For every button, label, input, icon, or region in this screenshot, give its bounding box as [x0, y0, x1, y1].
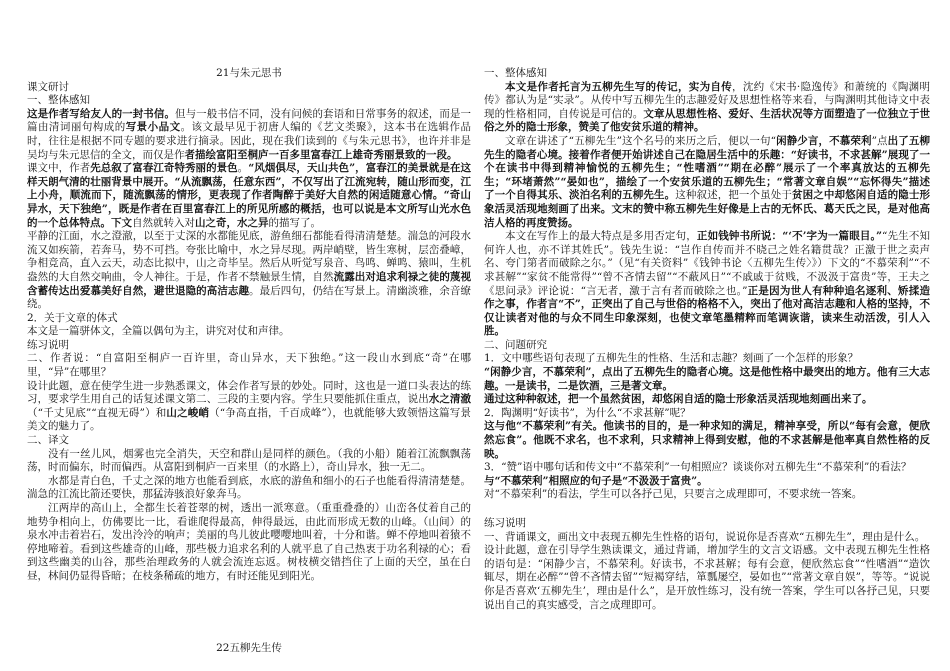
article-title: 21与朱元思书: [216, 67, 282, 79]
text-run: 二、译文: [27, 434, 69, 447]
paragraph: [27, 380, 471, 434]
text-run: （“争高直指，千百成峰”），也就能够大致领悟这篇写景美文的魅力了。: [27, 406, 471, 433]
bold-text-run: 正如钱钟书所说：“‘不’字为一篇眼目。”: [696, 230, 882, 243]
paragraph: [484, 407, 930, 421]
left-column: [27, 67, 471, 632]
text-run: ”点: [871, 134, 888, 147]
paragraph: [484, 393, 930, 407]
text-run: 设计此题，意在引导学生熟读课文，通过背诵，增加学生的文言文语感。文中表现五柳先生性格的语句是：“闲静少言，不慕荣利。好读书，不求甚解；每有会意，便欣然忘食”“性嗜酒”“造饮辄尽，期在必醉”“曾不吝情去留”“短褐穿结，箪瓢屡空，晏如也”“常著文章自娱”，等等。“说说你是否喜欢‘五柳先生’，理由是什么”，是开放性练习，没有统一答案，学生可以各抒己见，只要说出自己的真实感受，言之成理即可。: [484, 544, 930, 611]
paragraph: [27, 448, 471, 475]
paragraph: [27, 475, 471, 502]
text-run: “先生不知何许人也，亦不详其姓氏”。钱先生说：“岂作自传而并不晓己之姓名籍贯哉？正激于世之卖声名、夸门第者而破除之尔。”（见“有关资料”《钱钟书论〈五柳先生传〉》）下文的“不慕荣利”“不求甚解”“家贫不能常得”“曾不吝情去留”“不蔽风日”“不戚戚于贫贱，不汲汲于富贵”等，王夫之《思问录》评论说：“言无者，激于言有者而破除之也。”: [484, 230, 930, 297]
text-run: 练习说明: [27, 338, 69, 351]
paragraph: [484, 488, 930, 502]
text-run: 文章在讲述了“五柳先生”这个名号的来历之后，便以一句“: [505, 134, 776, 147]
text-run: 一、整体感知: [484, 67, 547, 79]
bold-text-run: 这与他“不慕荣利”有关。他读书的目的，是一种求知的满足，精神享受，所以“每有会意，便欣然忘食”。他既不求名，也不求利，只求精神上得到安慰，他的不求甚解是他率真自然性格的反映。: [484, 420, 930, 460]
text-run: 平静的江面，水之澄澈，以至于丈深的水都能见底，游鱼细石都能看得清清楚楚。湍急的河段水流又如疾箭，若奔马，势不可挡。夸张比喻中，水之异尽现。两岸峭壁，皆生寒树，层峦叠嶂，争相竞高，直入云天，动态比拟中，山之奇毕呈。然后从听觉写泉音、鸟鸣、蝉鸣、猿叫，生机盎然的大自然交响曲，令人神往。于是，作者不禁触景生情，自然: [27, 230, 471, 283]
paragraph: [27, 352, 471, 379]
next-article-title: 22五柳先生传: [216, 642, 282, 654]
text-run: 。: [237, 162, 249, 175]
text-run: 设计此题，意在使学生进一步熟悉课文，体会作者写景的妙处。同时，这也是一道口头表达的练习，要求学生用自己的话复述课文第二、三段的主要内容。学生只要能抓住重点，说出: [27, 379, 471, 406]
bold-text-run: 贫困之中却悠闲自适的隐士形象活灵活现地刻画了出来。文末的赞中称五柳先生好像是上古的无怀氏、葛天氏之民，是对他高洁人格的再度赞扬。: [484, 189, 930, 229]
paragraph: [484, 420, 930, 461]
bold-text-run: 正是因为世人有种种追名逐利、矫揉造作之事，作者言“不”，正突出了自己与世俗的格格不入，突出了他对高洁志趣和人格的坚持，不仅让读者对他的与众不同生印象深刻，也使文章笔墨精粹而笔调诙谐，读来生动活泼，引人入胜。: [484, 284, 930, 338]
paragraph: [484, 475, 930, 489]
text-run: 。最后四句，仍结在写景上。清幽淡雅，余音缭绕。: [27, 284, 471, 311]
paragraph: [27, 325, 471, 339]
bold-text-run: 流露出对追求利禄之徒的蔑视含蓄传达出爱慕美好自然，避世退隐的高洁志趣: [27, 270, 471, 297]
text-run: 但与一般书信不同，没有问候的套语和日常事务的叙述，而是一篇由清词丽句构成的: [27, 107, 471, 134]
section-heading: [484, 339, 930, 353]
bold-text-run: 这是作者写给友人的一封书信。: [27, 107, 176, 120]
paragraph: [484, 81, 930, 135]
text-run: 没有一丝儿风，烟雾也完全消失，天空和群山是同样的颜色。（我的小船）随着江流飘飘荡荡，时而偏东，时而偏西。从富阳到桐庐一百来里（的水路上），奇山异水，独一无二。: [27, 447, 471, 474]
text-run: 这种叙述，把一个虽处于: [675, 189, 793, 202]
paragraph: [484, 461, 930, 475]
paragraph: [484, 366, 930, 393]
paragraph: [484, 531, 930, 545]
exercise-section: [484, 517, 930, 612]
bold-text-run: “闲静少言，不慕荣利”，点出了五柳先生的隐者心境。这是他性格中最突出的地方。他有三大志趣。一是读书，二是饮酒，三是著文章。: [484, 366, 930, 392]
bold-text-run: 闲静少言，不慕荣利: [775, 134, 872, 147]
bold-text-run: 与“不慕荣利”相照应的句子是“不汲汲于富贵”。: [484, 474, 708, 487]
section-heading: [27, 434, 471, 448]
text-run: 课文研讨: [27, 80, 69, 93]
text-run: 3．“赞”语中哪句话和传文中“不慕荣利”一句相照应？谈谈你对五柳先生“不慕荣利”的看法？: [484, 461, 912, 474]
bold-text-run: 先总叙了富春江奇特秀丽的景色: [90, 162, 238, 175]
text-run: （“千丈见底”“直视无碍”）和: [27, 406, 167, 419]
text-run: 的描写了。: [268, 216, 321, 229]
text-run: 二、问题研究: [484, 338, 547, 351]
section-heading: [27, 339, 471, 353]
bold-text-run: 水之清澈: [428, 393, 471, 406]
paragraph: [27, 502, 471, 584]
text-run: 课文中，作者: [27, 162, 91, 175]
text-run: 2．陶渊明“好读书”，为什么“不求甚解”呢？: [484, 406, 691, 419]
bold-text-run: 本文是作者托言为五柳先生写的传记，实为自传: [505, 80, 733, 93]
bold-text-run: “风烟俱尽，天山共色”，富春江的美景就是在这样天朗气清的壮丽背景中展开。“从流飘荡，任意东西”，不仅写出了江流宛转，随山形而变，江上小舟，顺流而下，随流飘荡的情形，更表现了作者陶醉于美好大自然的闲适随意心情。“奇山异水，天下独绝”，既是作者在百里富春江上的所见所感的概括，也可以说是本文所写山光水色的一个总体特点。下文: [27, 162, 471, 229]
right-column-body: [484, 67, 930, 502]
section-heading: [484, 517, 930, 531]
section-heading: [27, 312, 471, 326]
text-run: 练习说明: [484, 517, 526, 529]
section-heading: [27, 81, 471, 95]
text-run: 一、背诵课文，画出文中表现五柳先生性格的语句，说说你是否喜欢“五柳先生”，理由是什么。: [484, 530, 926, 543]
bold-text-run: 山之奇，水之异: [195, 216, 269, 229]
left-column-body: [27, 81, 471, 584]
text-run: 一、整体感知: [27, 94, 90, 107]
paragraph: [27, 230, 471, 312]
text-run: 本文在写作上的最大特点是多用否定句，: [505, 230, 697, 243]
section-heading: [27, 94, 471, 108]
paragraph: [484, 135, 930, 230]
text-run: 本文是一篇骈体文，全篇以偶句为主，讲究对仗和声律。: [27, 325, 290, 338]
right-column: [484, 67, 930, 657]
text-run: 水都是青白色，千丈之深的地方也能看到底，水底的游鱼和细小的石子也能看得清清楚楚。湍急的江流比箭还要快，那猛涛骇浪好象奔马。: [27, 474, 471, 501]
paragraph: [484, 230, 930, 339]
text-run: ，沈约《宋书·隐逸传》和萧统的《陶渊明传》都认为是“实录”。从传中写五柳先生的志趣爱好及思想性格等来看，与陶渊明其他诗文中表现的性格相同，自传说是可信的。: [484, 80, 930, 120]
text-run: 自然就转入对: [132, 216, 195, 229]
text-run: 1．文中哪些语句表现了五柳先生的性格、生活和志趣？刻画了一个怎样的形象？: [484, 352, 859, 365]
paragraph: [27, 162, 471, 230]
bold-text-run: 通过这种种叙述，把一个虽然贫困，却悠闲自适的隐士形象活灵活现地刻画出来了。: [484, 393, 873, 406]
paragraph: [27, 108, 471, 162]
text-run: 。该文最早见于初唐人编的《艺文类聚》，这本书在选辑作品时，往往是根据不同专题的要求进行摘录。因此，现在我们读到的《与朱元思书》，也许并非是吴均与朱元思信的全文，而仅是作: [27, 121, 471, 161]
section-heading: [484, 67, 930, 81]
bold-text-run: 者描绘富阳至桐庐一百多里富春江上雄奇秀丽景致的一段。: [184, 148, 458, 161]
text-run: 对“不慕荣利”的看法，学生可以各抒己见，只要言之成理即可，不要求统一答案。: [484, 488, 863, 501]
bold-text-run: 写景小品文: [125, 121, 181, 134]
paragraph: [484, 352, 930, 366]
bold-text-run: 出了五柳先生的隐者心境。接着作者便开始讲述自己在隐居生活中的乐趣：“好读书，不求甚解”展现了一个在读书中得到精神愉悦的五柳先生；“性嗜酒”“期在必醉”展示了一个率真放达的五柳先生；“环堵萧然”“晏如也”，描绘了一个安贫乐道的五柳先生；“常著文章自娱”“忘怀得失”描述了一个自得其乐、淡泊名利的五柳先生。: [484, 134, 930, 202]
paragraph: [484, 544, 930, 612]
text-run: 二、作者说：“自富阳至桐庐一百许里，奇山异水，天下独绝。”这一段山水到底“奇”在哪里，“异”在哪里？: [27, 352, 471, 379]
text-run: 2．关于文章的体式: [27, 311, 118, 324]
bold-text-run: 山之峻峭: [166, 406, 210, 419]
bold-text-run: 文章从思想性格、爱好、生活状况等方面塑造了一位独立于世俗之外的隐士形象，赞美了他安贫乐道的精神。: [484, 107, 930, 134]
text-run: 江两岸的高山上，全都生长着苍翠的树，透出一派寒意。（重重叠叠的）山峦各仗着自己的地势争相向上，仿佛要比一比，看谁爬得最高，伸得最远，由此而形成无数的山峰。（山间）的泉水冲击着岩石，发出泠泠的响声；美丽的鸟儿彼此嘤嘤地叫着，十分和谐。蝉不停地叫着猿不停地啼着。看到这些雄奇的山峰，那些极力追求名利的人就平息了自己热衷于功名利禄的心；看到这些幽美的山谷，那些治理政务的人就会流连忘返。树枝横交错挡住了上面的天空，虽在白昼，林间仍显得昏暗；在枝条稀疏的地方，有时还能见到阳光。: [27, 502, 471, 582]
